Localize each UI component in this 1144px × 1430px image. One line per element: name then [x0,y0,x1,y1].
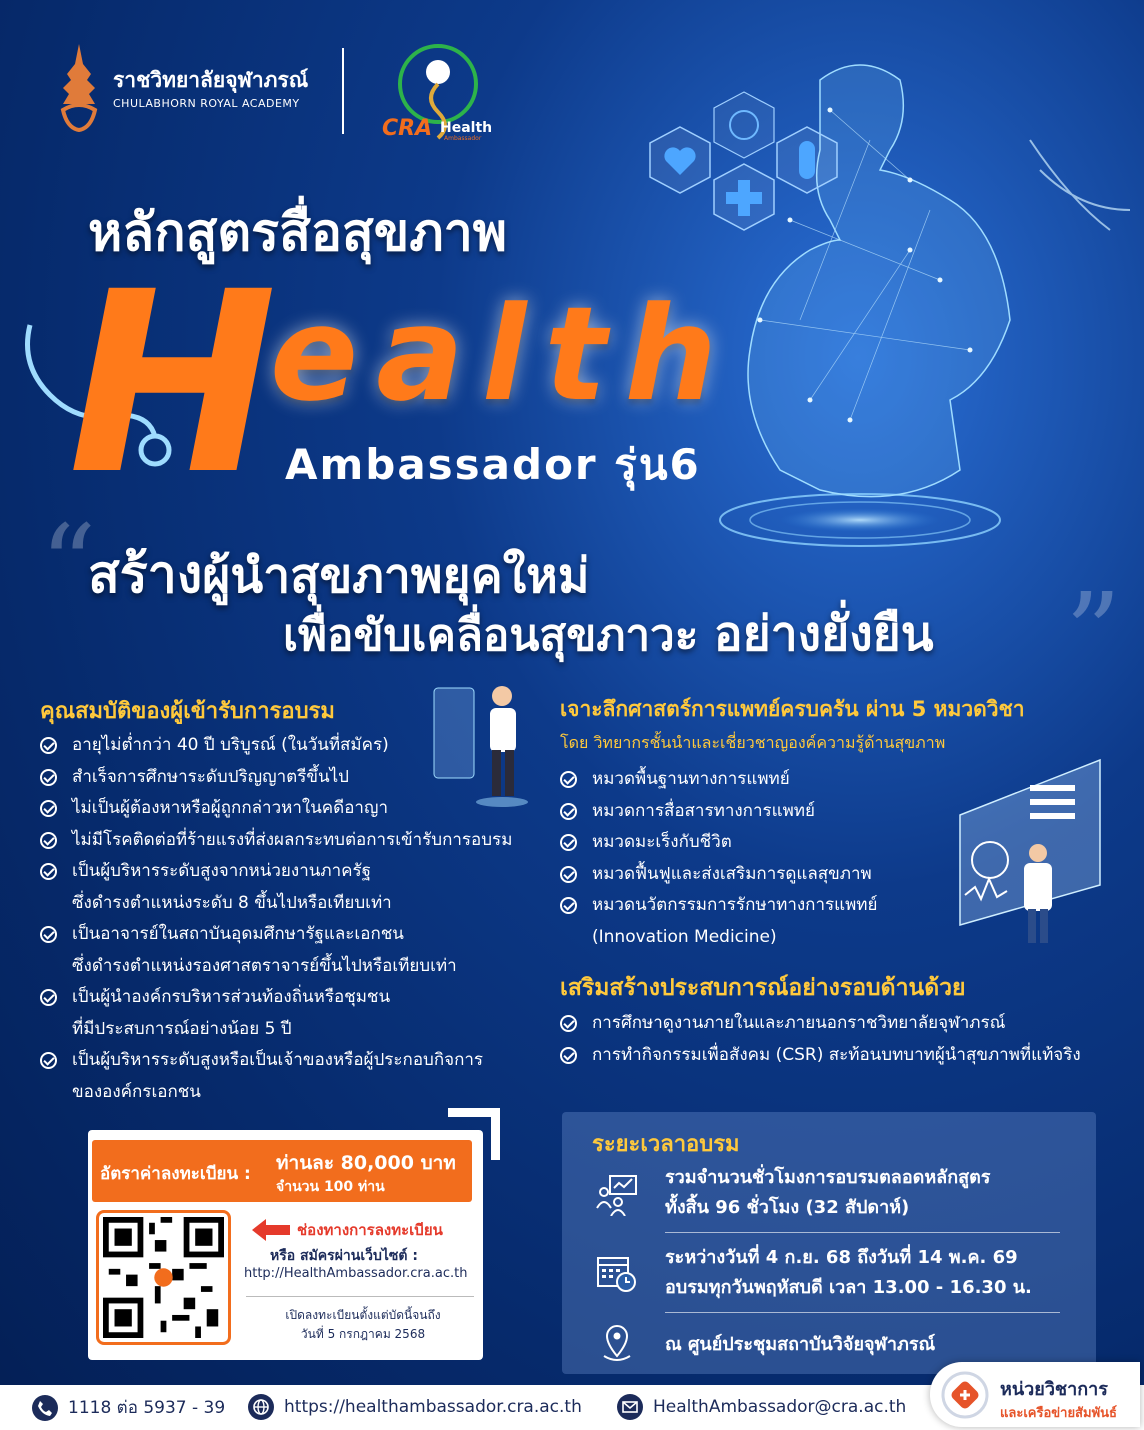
registration-url-link[interactable]: http://HealthAmbassador.cra.ac.th [244,1266,468,1281]
medical-cross-icon [712,162,776,232]
people-chart-icon [596,1174,638,1216]
list-item [560,764,940,796]
check-circle-icon [40,863,57,880]
registration-divider [246,1296,474,1297]
list-item [40,982,540,1045]
check-circle-icon [40,832,57,849]
registration-channel: ช่องทางการลงทะเบียน [297,1221,443,1239]
list-item-text: เป็นผู้บริหารระดับสูงจากหน่วยงานภาครัฐ [72,861,371,881]
registration-qr-code[interactable] [96,1210,231,1345]
schedule-hours-line-2: ทั้งสิ้น 96 ชั่วโมง (32 สัปดาห์) [665,1197,910,1218]
schedule-dates [665,1243,1032,1303]
list-item-text: สำเร็จการศึกษาระดับปริญญาตรีขึ้นไป [72,766,349,787]
fee-label: อัตราค่าลงทะเบียน : [100,1164,251,1184]
health-ambassador-logo [380,42,495,142]
ambassador-subtitle: Ambassador รุ่น6 [285,440,701,489]
schedule-hours-line-1: รวมจำนวนชั่วโมงการอบรมตลอดหลักสูตร [665,1167,991,1188]
crown-logo-icon [55,42,103,132]
heart-icon [648,125,712,195]
schedule-hours [665,1163,990,1223]
unit-logo-icon [940,1370,990,1420]
schedule-divider-2 [665,1312,1060,1313]
logo-health-text: Health [440,120,493,136]
list-item-text: ไม่มีโรคติดต่อที่ร้ายแรงที่ส่งผลกระทบต่อการเข้ารับการอบรม [72,829,513,850]
arrow-left-icon [252,1218,290,1242]
list-item-text-line-2: ที่มีประสบการณ์อย่างน้อย 5 ปี [72,1018,292,1039]
list-item [40,825,540,857]
subjects-list [560,764,940,953]
list-item-text-line-2: (Innovation Medicine) [592,926,777,947]
qr-pattern [103,1217,224,1338]
list-item [560,827,940,859]
list-item-text: เป็นผู้นำองค์กรบริหารส่วนท้องถิ่นหรือชุมชน [72,987,391,1007]
phone-icon [32,1395,58,1421]
list-item-text: ไม่เป็นผู้ต้องหาหรือผู้ถูกกล่าวหาในคดีอาญา [72,798,389,818]
subjects-subheading: โดย วิทยากรชั้นนำและเชี่ยวชาญองค์ความรู้ด้านสุขภาพ [560,733,946,752]
mail-icon [617,1394,643,1420]
list-item-text: หมวดการสื่อสารทางการแพทย์ [592,800,815,821]
check-circle-icon [560,1015,577,1032]
open-quote: “ [40,501,97,629]
check-circle-icon [40,800,57,817]
slogan-line-1-b: ผู้นำสุขภาพยุคใหม่ [202,548,590,604]
check-circle-icon [560,803,577,820]
academy-name-en: CHULABHORN ROYAL ACADEMY [113,97,300,110]
schedule-venue: ณ ศูนย์ประชุมสถาบันวิจัยจุฬาภรณ์ [665,1334,936,1355]
unit-name-line-2: และเครือข่ายสัมพันธ์ [1000,1406,1117,1421]
slogan-line-2-a: เพื่อขับเคลื่อนสุขภาวะ [283,610,699,661]
footer-email-text: HealthAmbassador@cra.ac.th [653,1397,907,1417]
list-item [560,1008,1120,1040]
list-item [560,796,940,828]
unit-name-line-1: หน่วยวิชาการ [1000,1379,1108,1400]
experience-heading: เสริมสร้างประสบการณ์อย่างรอบด้านด้วย [560,975,966,1001]
list-item-text-line-2: ซึ่งดำรงตำแหน่งรองศาสตราจารย์ขึ้นไปหรือเทียบเท่า [72,955,457,976]
footer-phone-text: 1118 ต่อ 5937 - 39 [68,1398,226,1418]
doctor-illustration [430,680,550,810]
list-item-text: หมวดพื้นฐานทางการแพทย์ [592,769,790,789]
experience-list [560,1008,1120,1071]
logo-cra-text: CRA [382,116,433,141]
calendar-clock-icon [596,1252,638,1294]
list-item-text: การทำกิจกรรมเพื่อสังคม (CSR) สะท้อนบทบาทผู้นำสุขภาพที่แท้จริง [592,1044,1081,1065]
list-item [40,919,540,982]
footer-website-text: https://healthambassador.cra.ac.th [284,1397,582,1417]
list-item-text: หมวดมะเร็งกับชีวิต [592,832,732,852]
health-word-rest: ealth [270,278,736,430]
check-circle-icon [560,897,577,914]
fee-amount: ท่านละ 80,000 บาท [276,1152,456,1174]
check-circle-icon [560,834,577,851]
list-item [560,1040,1120,1072]
check-circle-icon [40,989,57,1006]
list-item-text-line-2: ขององค์กรเอกชน [72,1081,201,1102]
list-item-text: เป็นอาจารย์ในสถาบันอุดมศึกษารัฐและเอกชน [72,924,404,944]
globe-icon [248,1394,274,1420]
check-circle-icon [560,866,577,883]
pill-icon [775,125,839,195]
list-item [560,859,940,891]
check-circle-icon [40,926,57,943]
slogan-line-2 [283,596,934,672]
footer-email[interactable] [617,1394,906,1420]
list-item-text: หมวดนวัตกรรมการรักษาทางการแพทย์ [592,895,878,915]
academy-name-th: ราชวิทยาลัยจุฬาภรณ์ [113,68,309,92]
registration-open-period [258,1306,468,1344]
close-quote: ” [1065,569,1122,697]
fee-count: จำนวน 100 ท่าน [276,1179,385,1195]
schedule-dates-line-1: ระหว่างวันที่ 4 ก.ย. 68 ถึงวันที่ 14 พ.ค. 69 [665,1247,1018,1268]
header-divider [342,48,344,134]
list-item [40,856,540,919]
schedule-dates-line-2: อบรมทุกวันพฤหัสบดี เวลา 13.00 - 16.30 น. [665,1277,1032,1298]
registration-or-web: หรือ สมัครผ่านเว็บไซต์ : [270,1248,418,1264]
brain-icon [712,90,776,160]
big-h-text: H [68,280,278,485]
list-item-text: เป็นผู้บริหารระดับสูงหรือเป็นเจ้าของหรือผู้ประกอบกิจการ [72,1050,484,1070]
course-title: หลักสูตรสื่อสุขภาพ [88,203,508,263]
qualifications-heading: คุณสมบัติของผู้เข้ารับการอบรม [40,699,335,724]
check-circle-icon [40,737,57,754]
list-item [560,890,940,953]
footer-website[interactable] [248,1394,582,1420]
academy-logo [55,42,308,132]
schedule-heading: ระยะเวลาอบรม [592,1132,740,1157]
list-item-text-line-2: ซึ่งดำรงตำแหน่งระดับ 8 ขึ้นไปหรือเทียบเท่า [72,892,392,913]
schedule-divider-1 [665,1232,1060,1233]
list-item-text: หมวดฟื้นฟูและส่งเสริมการดูแลสุขภาพ [592,863,872,884]
subjects-heading: เจาะลึกศาสตร์การแพทย์ครบครัน ผ่าน 5 หมวดวิชา [560,697,1025,721]
check-circle-icon [40,769,57,786]
list-item-text: การศึกษาดูงานภายในและภายนอกราชวิทยาลัยจุฬาภรณ์ [592,1013,1006,1033]
xray-doctor-illustration [950,755,1110,950]
footer-phone[interactable] [32,1394,225,1421]
logo-ambassador-text: Ambassador [444,135,482,142]
slogan-line-1-a: สร้าง [88,545,203,605]
check-circle-icon [40,1052,57,1069]
registration-open-line-1: เปิดลงทะเบียนตั้งแต่บัดนี้จนถึง [285,1308,441,1322]
check-circle-icon [560,771,577,788]
big-h-letter [68,280,288,485]
check-circle-icon [560,1047,577,1064]
slogan-line-2-b: อย่างยั่งยืน [713,606,934,662]
registration-open-line-2: วันที่ 5 กรกฎาคม 2568 [300,1327,426,1341]
list-item [40,1045,540,1108]
list-item-text: อายุไม่ต่ำกว่า 40 ปี บริบูรณ์ (ในวันที่สมัคร) [72,735,389,755]
location-pin-icon [596,1322,638,1364]
